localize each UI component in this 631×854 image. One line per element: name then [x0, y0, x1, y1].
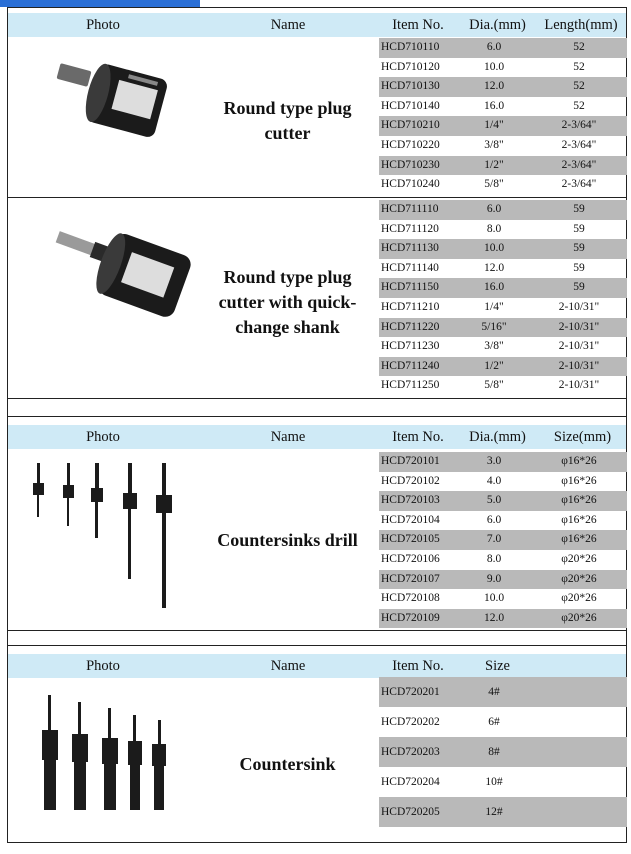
header-photo: Photo — [86, 17, 120, 33]
table-row: HCD720103 5.0 φ16*26 — [379, 491, 627, 511]
table-row: HCD720108 10.0 φ20*26 — [381, 592, 597, 605]
countersink-drills-photo — [25, 458, 195, 613]
table-row: HCD710220 3/8" 2-3/64" — [381, 138, 597, 151]
header-name: Name — [270, 429, 306, 445]
table-row: HCD711210 1/4" 2-10/31" — [381, 300, 600, 313]
table-row: HCD711130 10.0 59 — [379, 239, 627, 259]
table-row: HCD711220 5/16" 2-10/31" — [379, 318, 627, 338]
table-row: HCD720101 3.0 φ16*26 — [379, 452, 627, 472]
countersink-drill-rows — [379, 452, 627, 628]
table-row: HCD720201 4# — [379, 677, 627, 707]
plug-cutter-photo — [50, 55, 170, 165]
quick-change-cutter-rows — [379, 200, 627, 396]
header-photo: Photo — [86, 658, 120, 674]
table-row: HCD710230 1/2" 2-3/64" — [379, 156, 627, 176]
table-row: HCD711120 8.0 59 — [381, 222, 585, 235]
section-divider — [8, 630, 626, 631]
header-item-no: Item No. — [392, 658, 444, 674]
table-row: HCD711110 6.0 59 — [379, 200, 627, 220]
table-row: HCD710240 5/8" 2-3/64" — [381, 178, 597, 191]
table-row: HCD720202 6# — [381, 716, 500, 728]
section-divider — [8, 645, 626, 646]
section-divider — [8, 416, 626, 417]
header-name: Name — [270, 658, 306, 674]
table-row: HCD720105 7.0 φ16*26 — [379, 530, 627, 550]
table-row: HCD711140 12.0 59 — [381, 261, 585, 274]
table-row: HCD710120 10.0 52 — [381, 60, 585, 73]
table-row: HCD711250 5/8" 2-10/31" — [381, 379, 600, 392]
table-header-countersink-drills — [8, 425, 626, 449]
table-row: HCD720107 9.0 φ20*26 — [379, 570, 627, 590]
product-name-plug-cutter: Round type plug cutter — [223, 98, 352, 143]
table-row: HCD720205 12# — [379, 797, 627, 827]
top-accent-bar — [0, 0, 200, 7]
table-row: HCD711150 16.0 59 — [379, 278, 627, 298]
header-dia: Dia.(mm) — [469, 17, 526, 33]
header-photo: Photo — [86, 429, 120, 445]
table-row: HCD711230 3/8" 2-10/31" — [381, 340, 600, 353]
table-row: HCD711240 1/2" 2-10/31" — [379, 357, 627, 377]
header-dia: Dia.(mm) — [469, 429, 526, 445]
quick-change-cutter-photo — [40, 220, 200, 350]
table-row: HCD710210 1/4" 2-3/64" — [379, 116, 627, 136]
table-row: HCD710140 16.0 52 — [381, 99, 585, 112]
product-name-countersinks-drill: Countersinks drill — [217, 530, 358, 550]
table-header-plug-cutters — [8, 13, 626, 37]
table-row: HCD720109 12.0 φ20*26 — [379, 609, 627, 629]
section-divider — [8, 398, 626, 399]
header-item-no: Item No. — [392, 17, 444, 33]
product-name-quick-change-cutter: Round type plug cutter with quick- change shank — [218, 267, 357, 337]
countersinks-photo — [30, 690, 180, 830]
table-row: HCD720102 4.0 φ16*26 — [381, 474, 597, 487]
header-name: Name — [270, 17, 306, 33]
table-row: HCD710130 12.0 52 — [379, 77, 627, 97]
header-size: Size — [485, 658, 510, 674]
product-name-countersink: Countersink — [239, 754, 336, 774]
header-item-no: Item No. — [392, 429, 444, 445]
table-row: HCD720104 6.0 φ16*26 — [381, 513, 597, 526]
section-divider — [8, 197, 626, 198]
table-row: HCD720204 10# — [381, 776, 503, 788]
header-length: Length(mm) — [544, 17, 618, 33]
table-row: HCD720203 8# — [379, 737, 627, 767]
countersink-rows — [379, 677, 627, 827]
table-row: HCD710110 6.0 52 — [379, 38, 627, 58]
table-header-countersinks — [8, 654, 626, 678]
table-row: HCD720106 8.0 φ20*26 — [381, 552, 597, 565]
header-size: Size(mm) — [553, 429, 612, 445]
plug-cutter-rows — [379, 38, 627, 195]
